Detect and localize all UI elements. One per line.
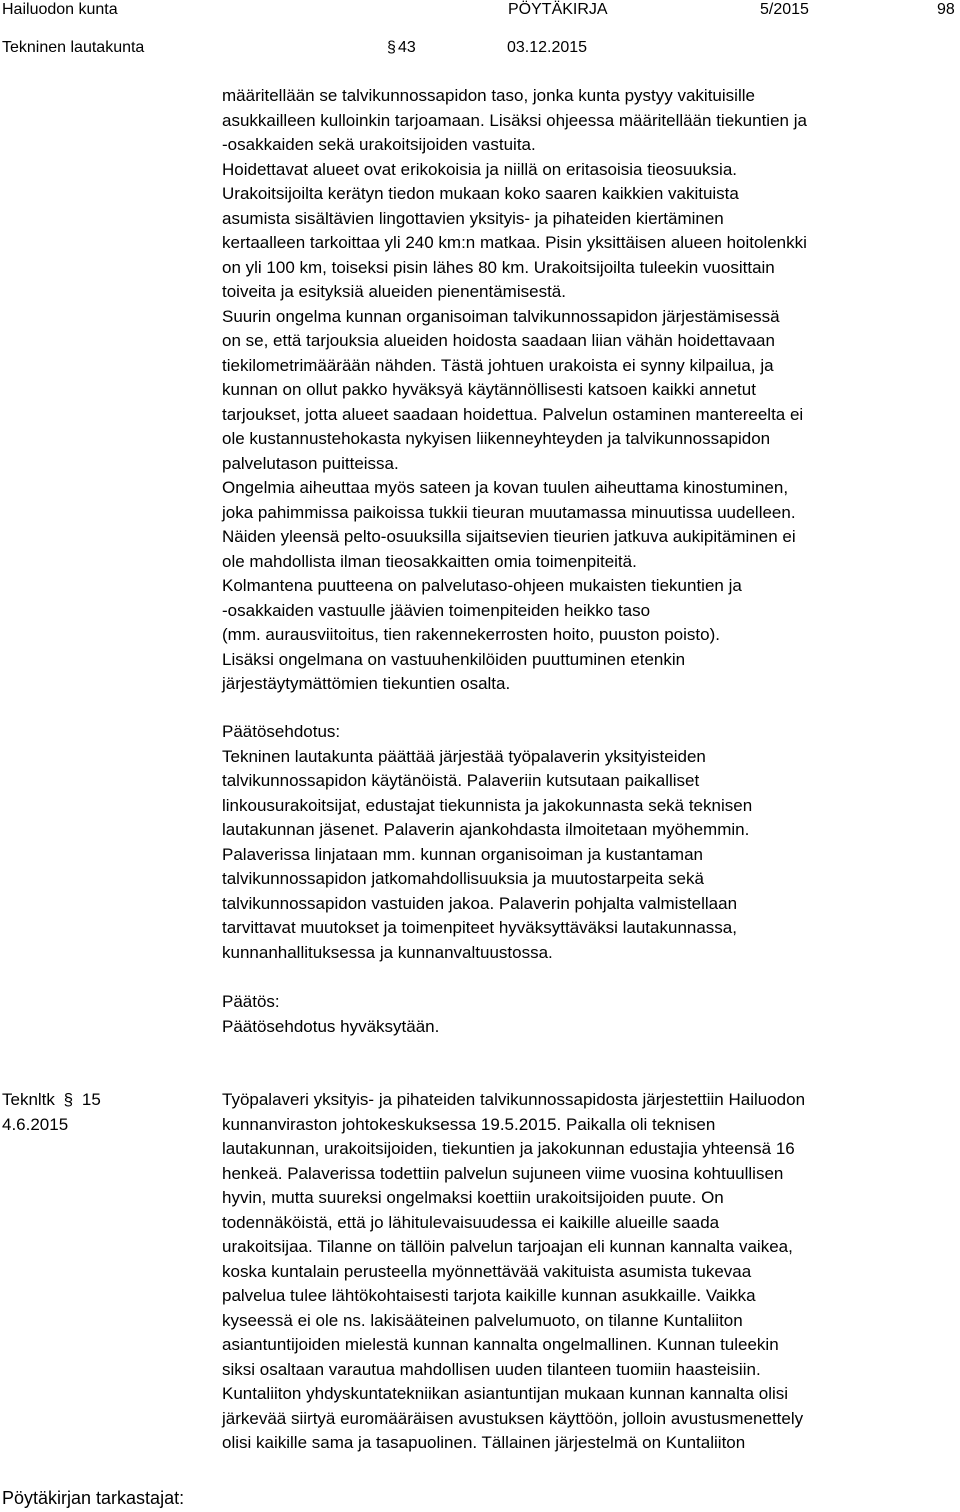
text-line: siksi osaltaan varautua mahdollisen uuden tilanteen tuomiin haasteisiin. — [222, 1359, 761, 1379]
reference-committee: Teknltk — [2, 1090, 55, 1109]
section-icon: § — [387, 39, 396, 56]
text-line: Kuntaliiton yhdyskuntatekniikan asiantuntijan mukaan kunnan kannalta olisi — [222, 1384, 789, 1403]
text-line: on yli 100 km, toiseksi pisin lähes 80 km. Urakoitsijoilta tuleekin vuosittain — [222, 257, 775, 277]
text-line: talvikunnossapidon vastuiden jakoa. Palaverin pohjalta valmistellaan — [222, 893, 738, 913]
text-line: tiekilometrimäärään nähden. Tästä johtuen urakoista ei synny kilpailua, ja — [222, 355, 774, 375]
proposal-block — [222, 720, 958, 965]
text-line: asumista sisältävien lingottavien yksityis- ja pihateiden kiertäminen — [222, 208, 724, 228]
text-line: kertaalleen tarkoittaa yli 240 km:n matkaa. Pisin yksittäisen alueen hoitolenkki — [222, 233, 807, 252]
text-line: Ongelmia aiheuttaa myös sateen ja kovan tuulen aiheuttama kinostuminen, — [222, 478, 789, 497]
text-line: tarvittavat muutokset ja toimenpiteet hyväksyttäväksi lautakunnassa, — [222, 918, 737, 937]
text-line: palvelutason puitteissa. — [222, 453, 399, 473]
text-line: henkeä. Palaverissa todettiin palvelun sujuneen viime vuosina kohtuullisen — [222, 1163, 784, 1183]
text-line: on se, että tarjouksia alueiden hoidosta saadaan liian vähän hoidettavaan — [222, 331, 775, 350]
page-number: 98 — [937, 1, 955, 18]
text-line: määritellään se talvikunnossapidon taso, jonka kunta pystyy vakituisille — [222, 86, 755, 105]
text-line: urakoitsijaa. Tilanne on tällöin palvelun tarjoajan eli kunnan kannalta vaikea, — [222, 1237, 793, 1256]
text-line: kyseessä ei ole ns. lakisääteinen palvelumuoto, on tilanne Kuntaliiton — [222, 1310, 743, 1330]
text-line: järkevää siirtyä euromääräisen avustuksen käyttöön, jolloin avustusmenettely — [222, 1408, 804, 1428]
text-line: palvelua tulee lähtökohtaisesti tarjota kaikille kunnan asukkaille. Vaikka — [222, 1286, 756, 1305]
text-line: toiveita ja esityksiä alueiden pienentämisestä. — [222, 282, 566, 301]
reference-date: 4.6.2015 — [2, 1115, 69, 1134]
decision-block — [222, 990, 958, 1039]
verifiers-label: Pöytäkirjan tarkastajat: — [2, 1488, 185, 1508]
text-line: -osakkaiden vastuulle jäävien toimenpiteiden heikko taso — [222, 600, 651, 620]
doc-number: 5/2015 — [760, 1, 809, 18]
reference-section: 15 — [81, 1090, 101, 1109]
text-line: Palaverissa linjataan mm. kunnan organisoiman ja kustantaman — [222, 844, 703, 864]
main-text-block — [222, 84, 958, 697]
text-line: olisi kaikille sama ja tasapuolinen. Tällainen järjestelmä on Kuntaliiton — [222, 1433, 746, 1452]
text-line: -osakkaiden sekä urakoitsijoiden vastuita. — [222, 135, 536, 154]
text-line: talvikunnossapidon jatkomahdollisuuksia ja muutostarpeita sekä — [222, 869, 704, 888]
decision-text: Päätösehdotus hyväksytään. — [222, 1016, 440, 1036]
text-line: kunnanviraston johtokeskuksessa 19.5.2015. Paikalla oli teknisen — [222, 1114, 716, 1134]
text-line: lautakunnan jäsenet. Palaverin ajankohdasta ilmoitetaan myöhemmin. — [222, 820, 750, 839]
proposal-heading: Päätösehdotus: — [222, 722, 341, 741]
text-line: Suurin ongelma kunnan organisoiman talvikunnossapidon järjestämisessä — [222, 306, 780, 326]
text-line: Urakoitsijoilta kerätyn tiedon mukaan koko saaren kaikkien vakituista — [222, 184, 739, 203]
text-line: Hoidettavat alueet ovat erikokoisia ja niillä on eritasoisia tieosuuksia. — [222, 159, 738, 179]
text-line: hyvin, mutta suureksi ongelmaksi koettiin urakoitsijoiden puute. On — [222, 1188, 724, 1207]
text-line: (mm. aurausviitoitus, tien rakennekerrosten hoito, puuston poisto). — [222, 625, 720, 644]
section-number: 43 — [398, 39, 416, 56]
text-line: koska kuntalain perusteella myönnettävää vakituista asumista tukevaa — [222, 1261, 752, 1281]
text-line: asiantuntijoiden mielestä kunnan kannalta ongelmallinen. Kunnan tuleekin — [222, 1335, 779, 1354]
doc-type: PÖYTÄKIRJA — [508, 1, 608, 18]
text-line: ole kustannustehokasta nykyisen liikenneyhteyden ja talvikunnossapidon — [222, 429, 771, 448]
text-line: linkousurakoitsijat, edustajat tiekunnista ja jakokunnasta sekä teknisen — [222, 795, 753, 815]
text-line: järjestäytymättömien tiekuntien osalta. — [222, 674, 511, 693]
followup-text-block — [222, 1088, 958, 1456]
reference-label — [2, 1088, 101, 1112]
text-line: asukkailleen kulloinkin tarjoamaan. Lisäksi ohjeessa määritellään tiekuntien ja — [222, 110, 807, 130]
committee-name: Tekninen lautakunta — [2, 39, 145, 56]
text-line: Lisäksi ongelmana on vastuuhenkilöiden puuttuminen etenkin — [222, 649, 686, 669]
decision-heading: Päätös: — [222, 992, 280, 1011]
text-line: talvikunnossapidon käytänöistä. Palaveriin kutsutaan paikalliset — [222, 771, 700, 790]
text-line: joka pahimmissa paikoissa tukkii tieuran muutamassa minuutissa uudelleen. — [222, 502, 796, 522]
text-line: Näiden yleensä pelto-osuuksilla sijaitsevien tieurien jatkuva aukipitäminen ei — [222, 527, 796, 546]
org-name: Hailuodon kunta — [2, 1, 118, 18]
text-line: kunnan on ollut pakko hyväksyä käytännöllisesti katsoen kaikki annetut — [222, 380, 756, 399]
text-line: Tekninen lautakunta päättää järjestää työpalaverin yksityisteiden — [222, 746, 706, 766]
text-line: Työpalaveri yksityis- ja pihateiden talvikunnossapidosta järjestettiin Hailuodon — [222, 1090, 806, 1109]
section-icon: § — [63, 1090, 74, 1109]
text-line: lautakunnan, urakoitsijoiden, tiekuntien ja jakokunnan edustajia yhteensä 16 — [222, 1139, 795, 1158]
text-line: kunnanhallituksessa ja kunnanvaltuustossa. — [222, 942, 553, 962]
text-line: Kolmantena puutteena on palvelutaso-ohjeen mukaisten tiekuntien ja — [222, 576, 742, 595]
text-line: todennäköistä, että jo lähitulevaisuudessa ei kaikille alueille saada — [222, 1212, 720, 1232]
meeting-date: 03.12.2015 — [507, 39, 588, 56]
text-line: tarjoukset, jotta alueet saadaan hoidettua. Palvelun ostaminen mantereelta ei — [222, 404, 804, 424]
text-line: ole mahdollista ilman tieosakkaitten omia toimenpiteitä. — [222, 551, 637, 571]
